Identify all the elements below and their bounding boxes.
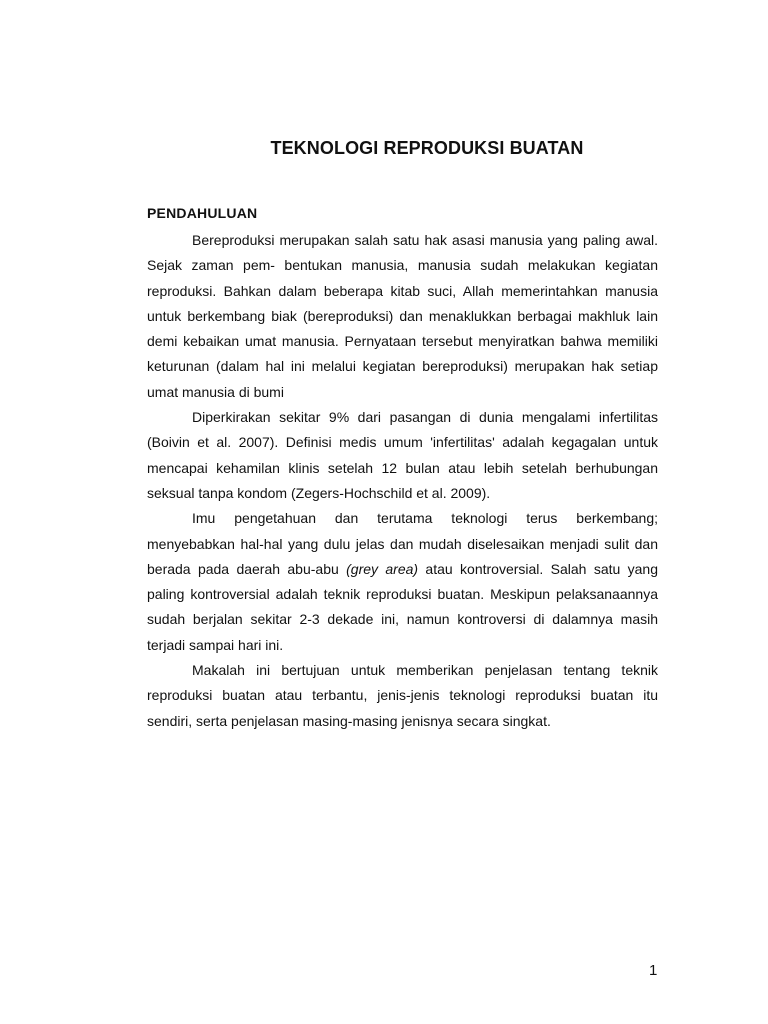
page-number: 1 (649, 962, 658, 979)
paragraph-3-text-after: atau kontroversial. Salah satu yang paling kontroversial adalah teknik reproduksi buatan. Meskipun pelaksanaannya sudah berjalan sekitar 2-3 dekade ini, namun kontroversi di dalamnya masih terjadi sampai hari ini. (147, 560, 658, 653)
paragraph-1: Bereproduksi merupakan salah satu hak asasi manusia yang paling awal. Sejak zaman pem- bentukan manusia, manusia sudah melakukan kegiatan reproduksi. Bahkan dalam beberapa kitab suci, Allah memerintahkan manusia untuk berkembang biak (bereproduksi) dan menaklukkan berbagai makhluk lain demi kebaikan umat manusia. Pernyataan tersebut menyiratkan bahwa memiliki keturunan (dalam hal ini melalui kegiatan bereproduksi) merupakan hak setiap umat manusia di bumi (147, 232, 658, 400)
paragraph-3-italic-term: (grey area) (346, 560, 419, 577)
document-title: TEKNOLOGI REPRODUKSI BUATAN (270, 138, 584, 158)
paragraph-3-text-before: Imu pengetahuan dan terutama teknologi terus berkembang; menyebabkan hal-hal yang dulu jelas dan mudah diselesaikan menjadi sulit dan berada pada daerah abu-abu (147, 510, 658, 577)
body-text (147, 228, 658, 734)
section-heading: PENDAHULUAN (147, 205, 258, 221)
paragraph-3 (147, 506, 658, 658)
paragraph-4: Makalah ini bertujuan untuk memberikan penjelasan tentang teknik reproduksi buatan atau terbantu, jenis-jenis teknologi reproduksi buatan itu sendiri, serta penjelasan masing-masing jenisnya secara singkat. (147, 662, 658, 729)
paragraph-2: Diperkirakan sekitar 9% dari pasangan di dunia mengalami infertilitas (Boivin et al. 2007). Definisi medis umum 'infertilitas' adalah kegagalan untuk mencapai kehamilan klinis setelah 12 bulan atau lebih setelah berhubungan seksual tanpa kondom (Zegers-Hochschild et al. 2009). (147, 409, 658, 501)
